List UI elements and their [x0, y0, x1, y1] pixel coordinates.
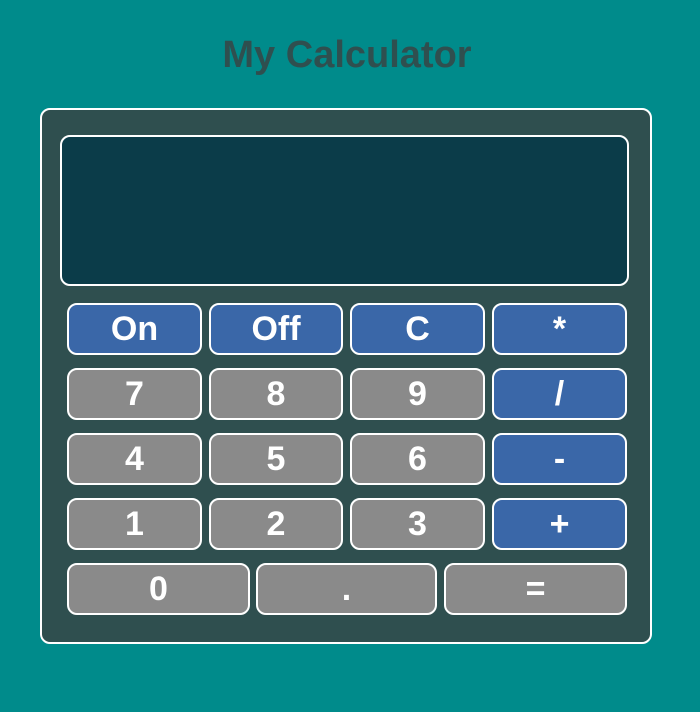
equals-button[interactable]: = — [444, 563, 627, 615]
divide-button[interactable]: / — [492, 368, 627, 420]
digit-0-button[interactable]: 0 — [67, 563, 250, 615]
page-title: My Calculator — [222, 34, 472, 76]
clear-button[interactable]: C — [350, 303, 485, 355]
digit-7-button[interactable]: 7 — [67, 368, 202, 420]
add-button[interactable]: + — [492, 498, 627, 550]
multiply-button[interactable]: * — [492, 303, 627, 355]
decimal-button[interactable]: . — [256, 563, 437, 615]
digit-5-button[interactable]: 5 — [209, 433, 343, 485]
off-button[interactable]: Off — [209, 303, 343, 355]
on-button[interactable]: On — [67, 303, 202, 355]
digit-8-button[interactable]: 8 — [209, 368, 343, 420]
digit-6-button[interactable]: 6 — [350, 433, 485, 485]
digit-4-button[interactable]: 4 — [67, 433, 202, 485]
digit-1-button[interactable]: 1 — [67, 498, 202, 550]
digit-2-button[interactable]: 2 — [209, 498, 343, 550]
subtract-button[interactable]: - — [492, 433, 627, 485]
digit-9-button[interactable]: 9 — [350, 368, 485, 420]
calculator-body — [40, 108, 652, 644]
digit-3-button[interactable]: 3 — [350, 498, 485, 550]
calculator-display — [60, 135, 629, 286]
